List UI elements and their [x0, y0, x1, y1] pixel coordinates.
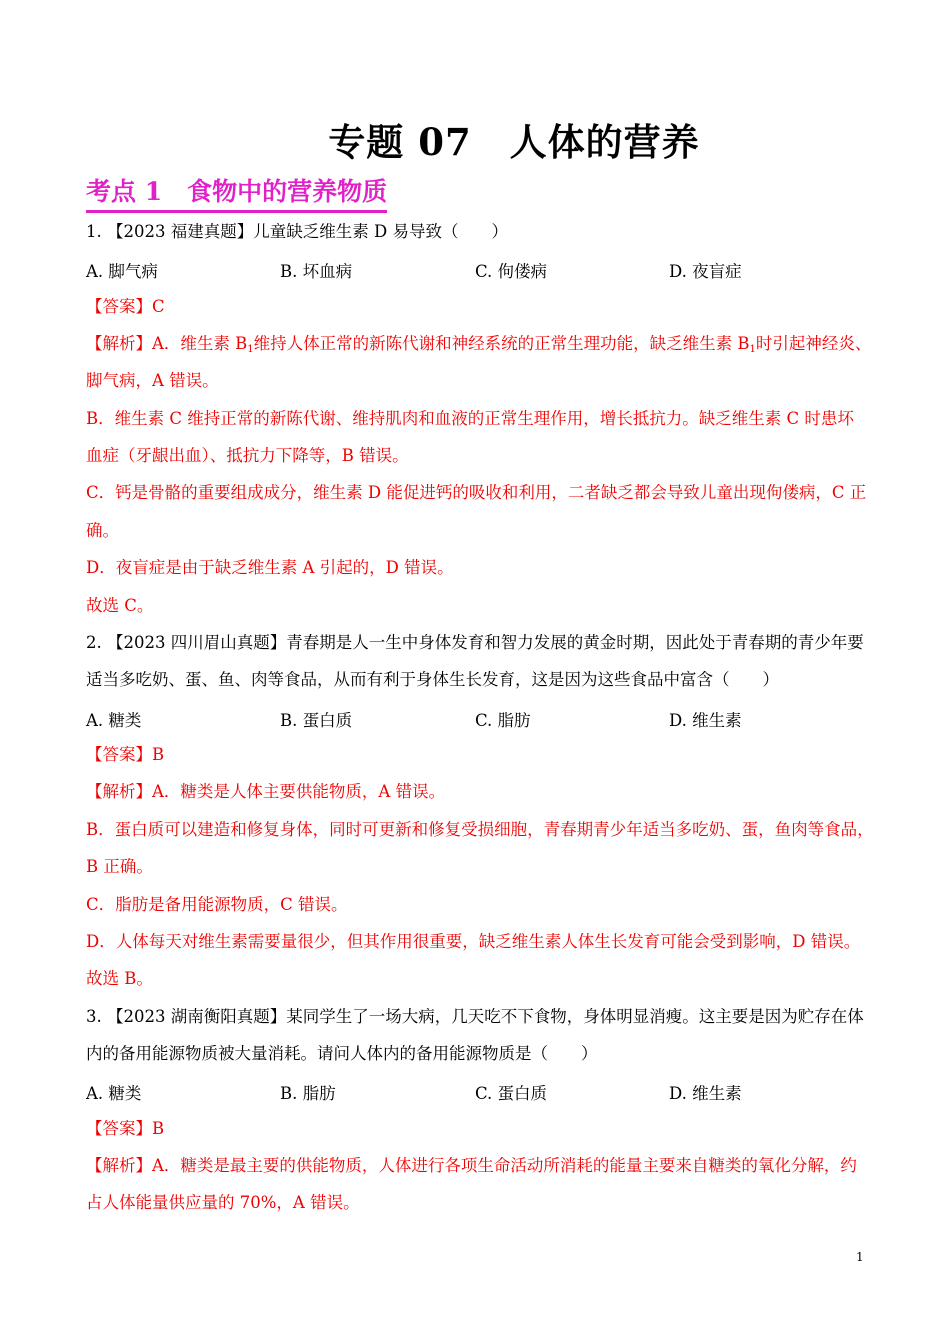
question-3-analysis-line: 占人体能量供应量的 70%，A 错误。: [86, 1193, 360, 1212]
question-2-analysis-line: B 正确。: [86, 857, 153, 876]
option-a: A. 糖类: [86, 711, 142, 730]
option-c: C. 脂肪: [475, 711, 531, 730]
question-2-answer: 【答案】B: [86, 745, 165, 764]
page-title: 专题 07 人体的营养: [328, 120, 700, 164]
option-a: A. 脚气病: [86, 262, 158, 281]
question-2-options: [86, 707, 866, 729]
option-d: D. 维生素: [669, 711, 742, 730]
option-c: C. 蛋白质: [475, 1084, 548, 1103]
question-1-analysis-line: 血症（牙龈出血）、抵抗力下降等，B 错误。: [86, 446, 409, 465]
question-1-analysis-line: B．维生素 C 维持正常的新陈代谢、维持肌肉和血液的正常生理作用，增长抵抗力。缺乏维生素 C 时患坏: [86, 409, 854, 428]
question-3-options: [86, 1080, 866, 1102]
page-number: 1: [856, 1250, 864, 1264]
question-1-conclusion: 故选 C。: [86, 596, 154, 615]
option-b: B. 蛋白质: [280, 711, 353, 730]
option-d: D. 夜盲症: [669, 262, 742, 281]
question-1-analysis-line: D．夜盲症是由于缺乏维生素 A 引起的，D 错误。: [86, 558, 454, 577]
option-a: A. 糖类: [86, 1084, 142, 1103]
question-3-answer: 【答案】B: [86, 1119, 165, 1138]
question-2-conclusion: 故选 B。: [86, 969, 153, 988]
question-3-stem: 内的备用能源物质被大量消耗。请问人体内的备用能源物质是（ ）: [86, 1044, 598, 1063]
question-3-analysis-line: 【解析】A．糖类是最主要的供能物质，人体进行各项生命活动所消耗的能量主要来自糖类的氧化分解，约: [86, 1156, 857, 1175]
question-2-stem: 适当多吃奶、蛋、鱼、肉等食品，从而有利于身体生长发育，这是因为这些食品中富含（ ）: [86, 670, 779, 689]
question-2-analysis-line: 【解析】A．糖类是人体主要供能物质，A 错误。: [86, 782, 446, 801]
option-d: D. 维生素: [669, 1084, 742, 1103]
question-2-analysis-line: D．人体每天对维生素需要量很少，但其作用很重要，缺乏维生素人体生长发育可能会受到影响，D 错误。: [86, 932, 861, 951]
question-1-stem: 1. 【2023 福建真题】儿童缺乏维生素 D 易导致（ ）: [86, 222, 508, 241]
option-b: B. 脂肪: [280, 1084, 336, 1103]
question-3-stem: 3. 【2023 湖南衡阳真题】某同学生了一场大病，几天吃不下食物，身体明显消瘦。这主要是因为贮存在体: [86, 1007, 864, 1026]
question-1-analysis-line: C．钙是骨骼的重要组成成分，维生素 D 能促进钙的吸收和利用，二者缺乏都会导致儿童出现佝偻病，C 正: [86, 483, 867, 502]
question-1-analysis-line: 【解析】A．维生素 $B_1$维持人体正常的新陈代谢和神经系统的正常生理功能，缺乏维生素 $B_1$时引起神经炎、: [86, 334, 872, 355]
question-2-stem: 2. 【2023 四川眉山真题】青春期是人一生中身体发育和智力发展的黄金时期，因此处于青春期的青少年要: [86, 633, 864, 652]
option-c: C. 佝偻病: [475, 262, 548, 281]
question-2-analysis-line: B．蛋白质可以建造和修复身体，同时可更新和修复受损细胞，青春期青少年适当多吃奶、蛋，鱼肉等食品，: [86, 820, 874, 839]
section-heading: 考点 1 食物中的营养物质: [86, 172, 387, 213]
question-1-answer: 【答案】C: [86, 297, 165, 316]
question-1-analysis-line: 确。: [86, 521, 119, 540]
question-2-analysis-line: C．脂肪是备用能源物质，C 错误。: [86, 895, 348, 914]
question-1-options: [86, 258, 866, 280]
option-b: B. 坏血病: [280, 262, 353, 281]
question-1-analysis-line: 脚气病，A 错误。: [86, 371, 219, 390]
